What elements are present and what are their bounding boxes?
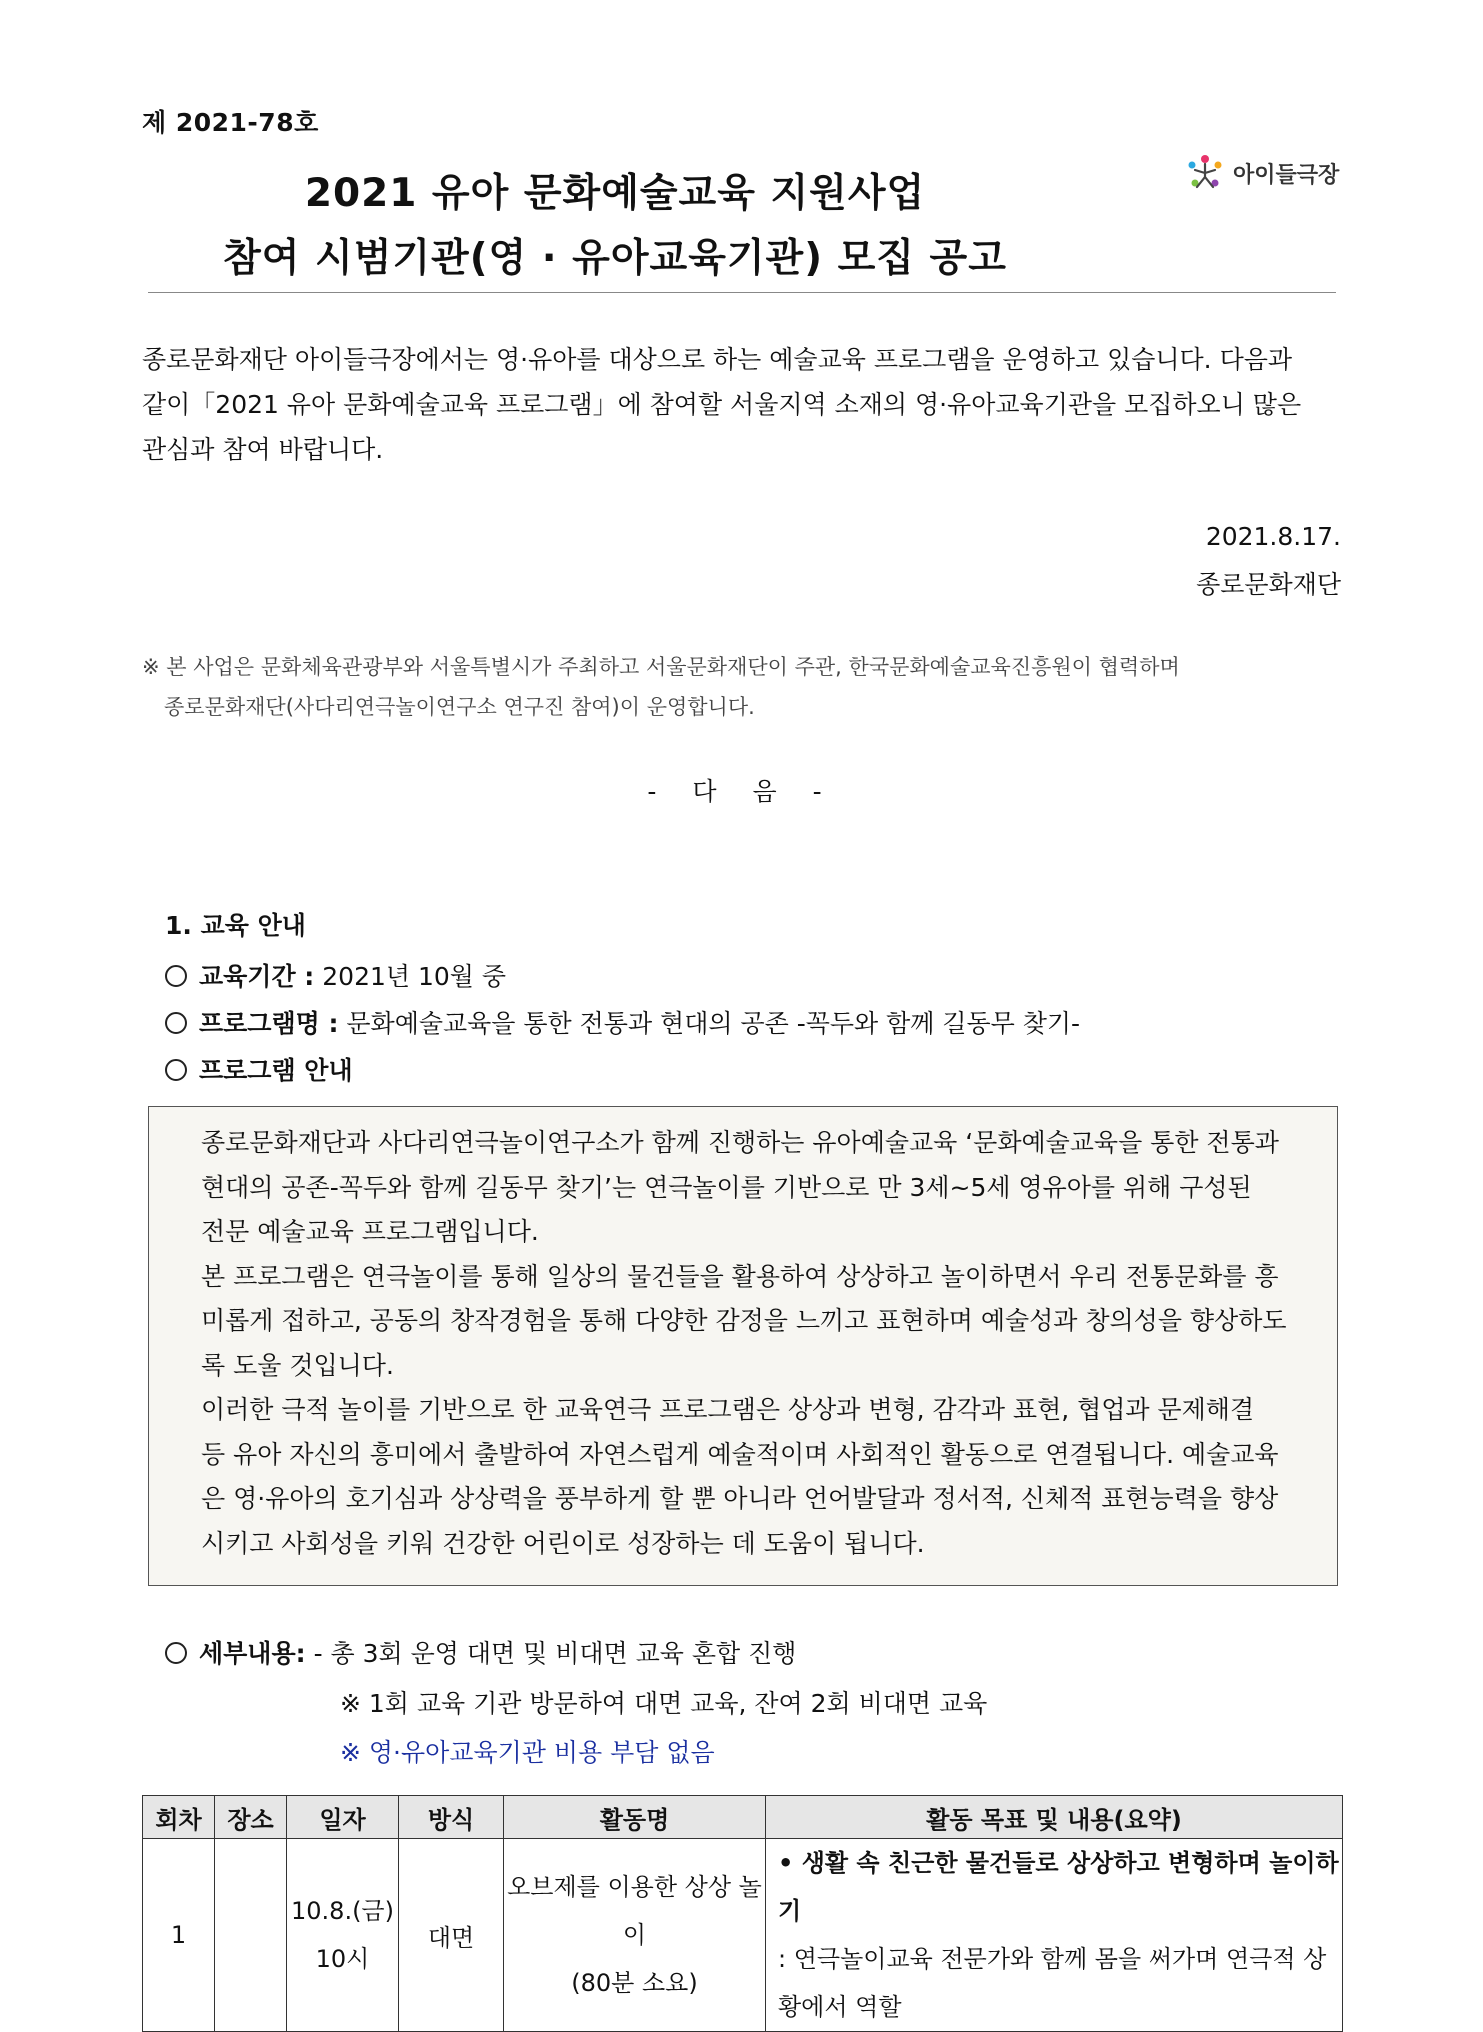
circle-bullet-icon <box>165 1012 187 1034</box>
page-title-line1: 2021 유아 문화예술교육 지원사업 <box>304 171 926 216</box>
description-line: 록 도울 것입니다. <box>201 1350 394 1380</box>
description-line: 등 유아 자신의 흥미에서 출발하여 자연스럽게 예술적이며 사회적인 활동으로 연결됩니다. 예술교육 <box>201 1439 1279 1469</box>
header-method: 방식 <box>399 1796 504 1839</box>
details-item <box>165 1634 796 1670</box>
activity-name: 오브제를 이용한 상상 놀이 <box>507 1873 762 1949</box>
description-line: 현대의 공존-꼭두와 함께 길동무 찾기’는 연극놀이를 기반으로 만 3세~5세 영유아를 위해 구성된 <box>201 1172 1252 1202</box>
header-goal: 활동 목표 및 내용(요약) <box>766 1796 1343 1839</box>
intro-line: 종로문화재단 아이들극장에서는 영·유아를 대상으로 하는 예술교육 프로그램을 운영하고 있습니다. 다음과 <box>142 345 1293 374</box>
document-number: 제 2021-78호 <box>142 108 319 137</box>
intro-line: 같이「2021 유아 문화예술교육 프로그램」에 참여할 서울지역 소재의 영·유아교육기관을 모집하오니 많은 <box>142 390 1302 419</box>
program-name-item <box>165 1004 1080 1040</box>
cell-place <box>215 1839 287 2032</box>
program-description-text <box>201 1121 1306 1566</box>
education-period-value: 2021년 10월 중 <box>322 962 507 991</box>
note-line: ※ 본 사업은 문화체육관광부와 서울특별시가 주최하고 서울문화재단이 주관, 한국문화예술교육진흥원이 협력하며 <box>142 655 1180 679</box>
cell-goal <box>766 1839 1343 2032</box>
description-line: 본 프로그램은 연극놀이를 통해 일상의 물건들을 활용하여 상상하고 놀이하면서 우리 전통문화를 흥 <box>201 1261 1279 1291</box>
time-line: 10시 <box>315 1945 370 1973</box>
cell-round: 1 <box>143 1839 215 2032</box>
program-guide-label: 프로그램 안내 <box>199 1056 353 1085</box>
description-line: 시키고 사회성을 키워 건강한 어린이로 성장하는 데 도움이 됩니다. <box>201 1528 925 1558</box>
description-line: 종로문화재단과 사다리연극놀이연구소가 함께 진행하는 유아예술교육 ‘문화예술교육을 통한 전통과 <box>201 1128 1279 1157</box>
section-title-education-guide: 1. 교육 안내 <box>165 911 306 940</box>
cell-activity <box>504 1839 766 2032</box>
program-guide-item <box>165 1051 353 1087</box>
education-period-item <box>165 957 506 993</box>
header-place: 장소 <box>215 1796 287 1839</box>
header-round: 회차 <box>143 1796 215 1839</box>
cell-method: 대면 <box>399 1839 504 2032</box>
program-name-label: 프로그램명 : <box>199 1009 339 1038</box>
program-name-value: 문화예술교육을 통한 전통과 현대의 공존 -꼭두와 함께 길동무 찾기- <box>346 1009 1081 1038</box>
logo-figures-icon <box>1183 153 1227 193</box>
activity-description: : 연극놀이교육 전문가와 함께 몸을 써가며 연극적 상황에서 역할 <box>778 1945 1327 2021</box>
announcement-date: 2021.8.17. <box>1205 522 1341 551</box>
details-note-visit: ※ 1회 교육 기관 방문하여 대면 교육, 잔여 2회 비대면 교육 <box>340 1689 988 1718</box>
header-date: 일자 <box>287 1796 399 1839</box>
schedule-table <box>142 1795 1343 2032</box>
note-line: 종로문화재단(사다리연극놀이연구소 연구진 참여)이 운영합니다. <box>164 695 755 719</box>
table-header-row <box>143 1796 1343 1839</box>
page-title-line2: 참여 시범기관(영 · 유아교육기관) 모집 공고 <box>223 236 1007 281</box>
header-activity: 활동명 <box>504 1796 766 1839</box>
details-value: - 총 3회 운영 대면 및 비대면 교육 혼합 진행 <box>313 1639 797 1668</box>
circle-bullet-icon <box>165 965 187 987</box>
section-divider: - 다 음 - <box>647 777 836 806</box>
cell-date <box>287 1839 399 2032</box>
intro-paragraph <box>142 337 1342 472</box>
organization-logo <box>1183 150 1353 196</box>
issuing-organization: 종로문화재단 <box>1196 570 1341 599</box>
activity-goal: • 생활 속 친근한 물건들로 상상하고 변형하며 놀이하기 <box>778 1849 1339 1925</box>
description-line: 전문 예술교육 프로그램입니다. <box>201 1217 539 1246</box>
description-line: 이러한 극적 놀이를 기반으로 한 교육연극 프로그램은 상상과 변형, 감각과 표현, 협업과 문제해결 <box>201 1395 1255 1424</box>
details-label: 세부내용: <box>199 1639 306 1668</box>
education-period-label: 교육기간 : <box>199 962 315 991</box>
activity-duration: (80분 소요) <box>571 1969 698 1997</box>
circle-bullet-icon <box>165 1642 187 1664</box>
program-description-box <box>148 1106 1338 1586</box>
details-note-no-cost: ※ 영·유아교육기관 비용 부담 없음 <box>340 1738 715 1767</box>
sponsor-note <box>142 647 1342 727</box>
description-line: 은 영·유아의 호기심과 상상력을 풍부하게 할 뿐 아니라 언어발달과 정서적, 신체적 표현능력을 향상 <box>201 1484 1279 1513</box>
description-line: 미롭게 접하고, 공동의 창작경험을 통해 다양한 감정을 느끼고 표현하며 예술성과 창의성을 향상하도 <box>201 1306 1287 1335</box>
logo-text: 아이들극장 <box>1233 162 1340 188</box>
title-divider <box>148 292 1336 293</box>
intro-line: 관심과 참여 바랍니다. <box>142 435 384 464</box>
table-row <box>143 1839 1343 2032</box>
circle-bullet-icon <box>165 1059 187 1081</box>
date-line: 10.8.(금) <box>291 1897 394 1925</box>
